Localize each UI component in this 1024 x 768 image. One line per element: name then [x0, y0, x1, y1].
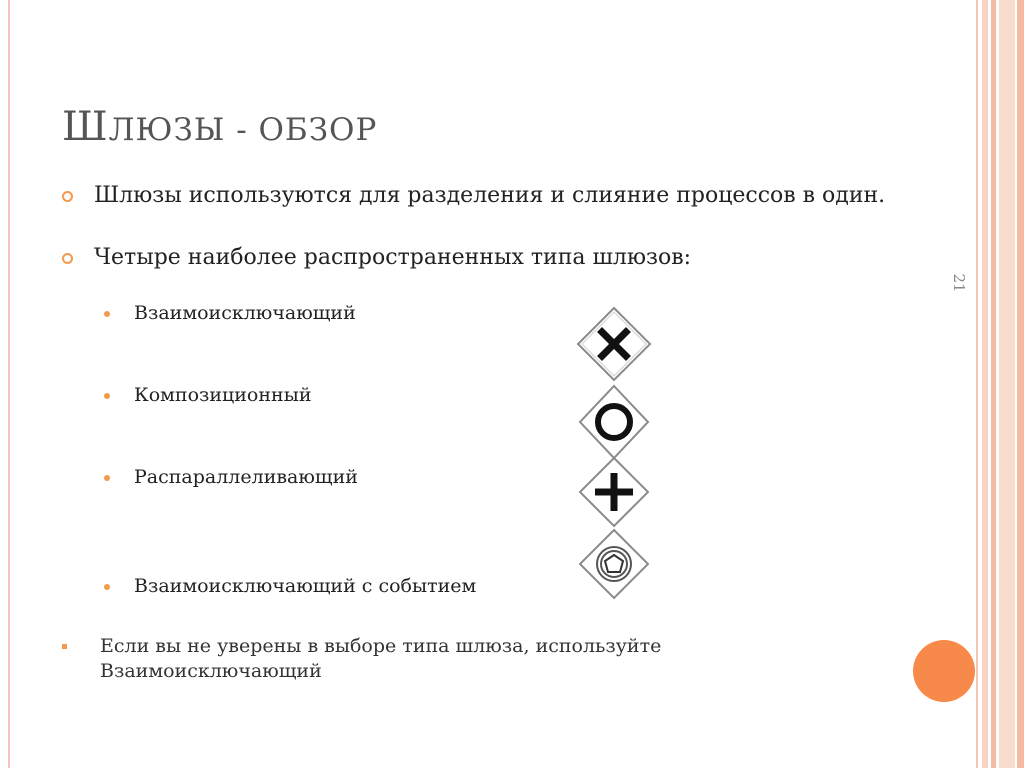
bullet-dot-icon	[104, 393, 110, 399]
event-based-gateway-icon	[580, 530, 648, 598]
bullet-dot-icon	[104, 584, 110, 590]
inclusive-gateway-icon	[580, 386, 648, 458]
gateway-type-label: Композиционный	[134, 384, 312, 406]
gateway-type-label: Взаимоисключающий с событием	[134, 575, 477, 597]
frame-left-line	[8, 0, 10, 768]
decor-stripe	[1017, 0, 1024, 768]
bullet-dot-icon	[104, 311, 110, 317]
bullet-square-icon	[62, 644, 67, 649]
gateway-type-label: Взаимоисключающий	[134, 302, 356, 324]
note-text: Если вы не уверены в выборе типа шлюза, используйте Взаимоисключающий	[100, 635, 662, 682]
page-number: 21	[950, 273, 968, 293]
gateway-icons	[572, 304, 656, 604]
bullet-text: Четыре наиболее распространенных типа шлюзов:	[94, 245, 692, 270]
bullet-text: Шлюзы используются для разделения и слияние процессов в один.	[94, 183, 886, 208]
decor-stripe	[982, 0, 988, 768]
frame-right-line	[976, 0, 978, 768]
gateway-type-label: Распараллеливающий	[134, 466, 358, 488]
exclusive-gateway-icon	[578, 308, 650, 380]
decor-stripe	[999, 0, 1015, 768]
slide-title	[62, 104, 377, 150]
decor-stripe	[991, 0, 996, 768]
bullet-ring-icon	[62, 253, 73, 264]
title-rest: ЛЮЗЫ - ОБЗОР	[108, 112, 378, 148]
bullet-ring-icon	[62, 191, 73, 202]
bullet-dot-icon	[104, 475, 110, 481]
title-first-letter: Ш	[62, 104, 109, 150]
parallel-gateway-icon	[580, 458, 648, 526]
decor-circle	[913, 640, 975, 702]
